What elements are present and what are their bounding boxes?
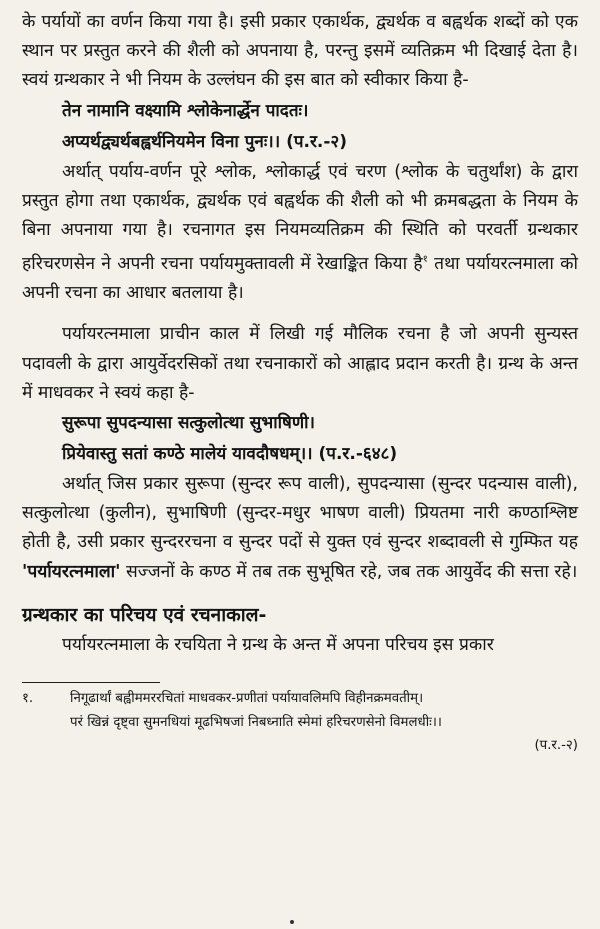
verse-1-line-2: अप्यर्थद्व्यर्थबह्वर्थनियमेन विना पुनः।। (प.र.-२) xyxy=(62,131,348,152)
footnote-number: १. xyxy=(22,691,34,707)
paragraph-5: पर्यायरत्नमाला के रचयिता ने ग्रन्थ के अन्त में अपना परिचय इस प्रकार xyxy=(62,634,494,655)
verse-2-line-1: सुरूपा सुपदन्यासा सत्कुलोत्था सुभाषिणी। xyxy=(62,413,316,434)
verse-2-line-2: प्रियेवास्तु सतां कण्ठे मालेयं यावदौषधम्।। (प.र.-६४८) xyxy=(62,444,398,465)
book-title-emphasis: 'पर्यायरत्नमाला' xyxy=(22,561,121,582)
paragraph-3: पर्यायरत्नमाला प्राचीन काल में लिखी गई मौलिक रचना है जो अपनी सुन्यस्त पदावली के द्वारा आयुर्वेदरसिकों तथा रचनाकारों को आह्लाद प्रदान करती है। ग्रन्थ के अन्त में माधवकर ने स्वयं कहा है- xyxy=(22,324,578,403)
footnote-reference: (प.र.-२) xyxy=(534,738,578,754)
paragraph-4-text-b: सज्जनों के कण्ठ में तब तक सुभूषित रहे, जब तक आयुर्वेद की सत्ता रहे। xyxy=(120,561,578,582)
footnote xyxy=(22,687,578,711)
footnote-line-2: परं खिन्नं दृष्ट्वा सुमनधियां मूढभिषजां निबध्नाति स्मेमां हरिचरणसेनो विमलधीः।। xyxy=(70,715,442,731)
paragraph-2 xyxy=(22,158,578,309)
paragraph-2-text-b: तथा पर्यायरत्नमाला को अपनी रचना का आधार बतलाया है। xyxy=(22,254,578,304)
page-dot xyxy=(290,920,294,924)
paragraph-2-text-a: अर्थात् पर्याय-वर्णन पूरे श्लोक, श्लोकार्द्ध एवं चरण (श्लोक के चतुर्थांश) के द्वारा प्रस्तुत होगा तथा एकार्थक, द्व्यर्थक एवं बह्वर्थक की शैली को भी क्रमबद्धता के नियम के बिना अपनाया गया है। रचनागत इस नियमव्यतिक्रम की स्थिति को परवर्ती ग्रन्थकार हरिचरणसेन ने अपनी रचना पर्यायमुक्तावली में रेखाङ्कित किया है xyxy=(22,161,578,275)
verse-1-line-1: तेन नामानि वक्ष्यामि श्लोकेनार्द्धेन पादतः। xyxy=(62,100,309,121)
footnote-marker: १ xyxy=(422,254,428,266)
paragraph-4-text-a: अर्थात् जिस प्रकार सुरूपा (सुन्दर रूप वाली), सुपदन्यासा (सुन्दर पदन्यास वाली), सत्कुलोत्था (कुलीन), सुभाषिणी (सुन्दर-मधुर भाषण वाली) प्रियतमा नारी कण्ठाश्लिष्ट होती है, उसी प्रकार सुन्दररचना व सुन्दर पदों से युक्त एवं सुन्दर शब्दावली से गुम्फित यह xyxy=(22,474,578,553)
footnote-line-1: निगूढार्थां बह्वीममररचितां माधवकर-प्रणीतां पर्यायावलिमपि विहीनक्रमवतीम्। xyxy=(70,691,424,707)
section-heading: ग्रन्थकार का परिचय एवं रचनाकाल- xyxy=(22,603,267,626)
footnote-divider xyxy=(22,682,160,683)
paragraph-1: के पर्यायों का वर्णन किया गया है। इसी प्रकार एकार्थक, द्व्यर्थक व बह्वर्थक शब्दों को एक स्थान पर प्रस्तुत करने की शैली को अपनाया है, परन्तु इसमें व्यतिक्रम भी दिखाई देता है। स्वयं ग्रन्थकार ने भी नियम के उल्लंघन की इस बात को स्वीकार किया है- xyxy=(22,12,578,91)
paragraph-4 xyxy=(22,470,578,587)
